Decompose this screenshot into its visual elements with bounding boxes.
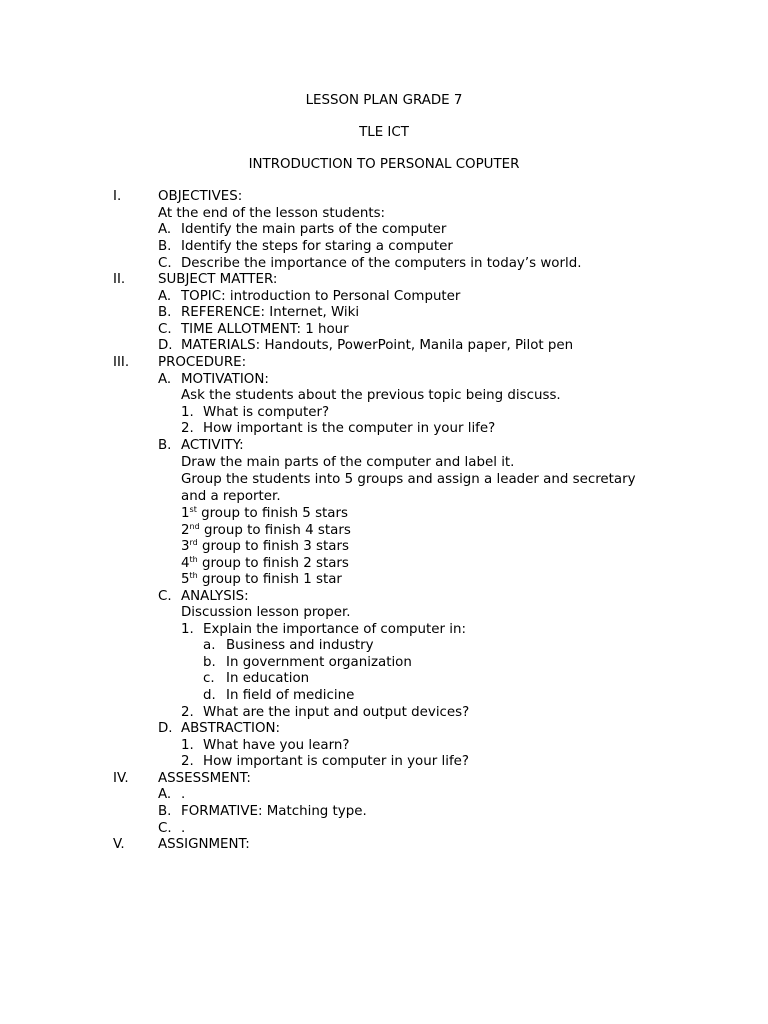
activity-text: and a reporter. [181,489,281,504]
objective-item: Describe the importance of the computers in today’s world. [181,256,582,271]
list-number: 1. [181,405,194,420]
section-number: III. [113,355,130,370]
list-number: 2. [181,421,194,436]
list-number: 2. [181,705,194,720]
section-number: V. [113,837,125,852]
motivation-question: How important is the computer in your life? [203,421,496,436]
assessment-item: FORMATIVE: Matching type. [181,804,367,819]
subject-item: REFERENCE: Internet, Wiki [181,305,360,320]
list-letter: b. [203,655,216,670]
analysis-sub-item: In government organization [226,655,412,670]
list-letter: C. [158,256,172,271]
list-letter: C. [158,821,172,836]
subject-item: MATERIALS: Handouts, PowerPoint, Manila paper, Pilot pen [181,338,574,353]
objective-item: Identify the steps for staring a computer [181,239,453,254]
objectives-intro: At the end of the lesson students: [158,206,386,221]
list-letter: c. [203,671,215,686]
activity-text: Draw the main parts of the computer and label it. [181,455,515,470]
group-item: 5th group to finish 1 star [181,571,342,587]
section-heading-assignment: ASSIGNMENT: [158,837,250,852]
abstraction-question: How important is computer in your life? [203,754,470,769]
activity-text: Group the students into 5 groups and assign a leader and secretary [181,472,636,487]
subject-item: TIME ALLOTMENT: 1 hour [181,322,349,337]
analysis-sub-item: In field of medicine [226,688,355,703]
list-letter: B. [158,438,172,453]
section-number: II. [113,272,126,287]
list-letter: D. [158,338,173,353]
group-item: 1st group to finish 5 stars [181,505,348,521]
list-letter: A. [158,787,172,802]
section-number: I. [113,189,122,204]
list-letter: A. [158,222,172,237]
section-number: IV. [113,771,129,786]
analysis-question: Explain the importance of computer in: [203,622,466,637]
analysis-text: Discussion lesson proper. [181,605,351,620]
group-item: 3rd group to finish 3 stars [181,538,349,554]
list-letter: B. [158,305,172,320]
section-heading-objectives: OBJECTIVES: [158,189,243,204]
list-letter: C. [158,322,172,337]
analysis-sub-item: In education [226,671,310,686]
list-letter: B. [158,239,172,254]
section-heading-procedure: PROCEDURE: [158,355,247,370]
activity-heading: ACTIVITY: [181,438,244,453]
topic-title: INTRODUCTION TO PERSONAL COPUTER [248,157,520,172]
group-item: 4th group to finish 2 stars [181,555,349,571]
list-number: 1. [181,622,194,637]
list-letter: a. [203,638,216,653]
motivation-question: What is computer? [203,405,330,420]
list-number: 2. [181,754,194,769]
list-letter: A. [158,289,172,304]
list-number: 1. [181,738,194,753]
section-heading-subject-matter: SUBJECT MATTER: [158,272,278,287]
list-letter: d. [203,688,216,703]
motivation-text: Ask the students about the previous topic being discuss. [181,388,561,403]
list-letter: D. [158,721,173,736]
list-letter: A. [158,372,172,387]
subject-item: TOPIC: introduction to Personal Computer [181,289,461,304]
list-letter: C. [158,589,172,604]
section-heading-assessment: ASSESSMENT: [158,771,251,786]
document-title: LESSON PLAN GRADE 7 [305,93,463,108]
assessment-item: . [181,821,186,836]
group-item: 2nd group to finish 4 stars [181,522,351,538]
analysis-sub-item: Business and industry [226,638,374,653]
list-letter: B. [158,804,172,819]
analysis-question: What are the input and output devices? [203,705,470,720]
abstraction-heading: ABSTRACTION: [181,721,281,736]
assessment-item: . [181,787,186,802]
analysis-heading: ANALYSIS: [181,589,249,604]
abstraction-question: What have you learn? [203,738,350,753]
motivation-heading: MOTIVATION: [181,372,269,387]
subject-title: TLE ICT [359,125,409,140]
objective-item: Identify the main parts of the computer [181,222,447,237]
